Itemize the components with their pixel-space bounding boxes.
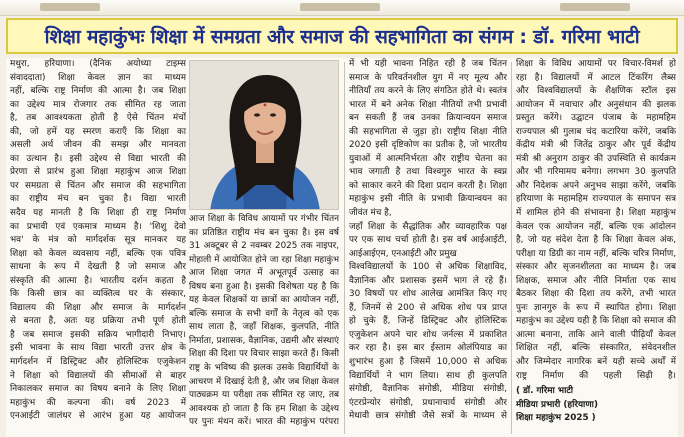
article-body [6, 58, 678, 437]
text-line: असली अर्थ जीवन की समझ और मानवता [10, 140, 186, 151]
text-line: वैज्ञानिक और प्रशासक इसमें भाग ले रहे हैं। [349, 275, 507, 286]
text-line: संगोष्ठी, वैज्ञानिक संगोष्ठी, मीडिया संगोष्ठी, [349, 384, 507, 395]
text-line: 31 अक्टूबर से 2 नवम्बर 2025 तक नाइपर, [189, 241, 339, 252]
text-line: और विश्वविद्यालयों के शैक्षणिक स्टॉल इस [516, 86, 676, 97]
text-line: विश्वविद्यालयों के 100 से अधिक शिक्षाविद, [349, 262, 507, 273]
text-line: का राष्ट्रीय मंच बन चुका है। विद्या भारती [10, 194, 186, 205]
text-line: और जिम्मेदार नागरिक बनें यही सच्चे अर्थों में [516, 357, 676, 368]
text-line: राष्ट्र के भविष्य की झलक उसके विद्यार्थियों के [189, 363, 339, 374]
strip-mark [40, 3, 100, 11]
column-3 [349, 58, 507, 437]
column-1 [10, 58, 186, 437]
column-2 [189, 213, 339, 437]
text-line: की, जो हमें यह स्मरण कराएँ कि शिक्षा का [10, 126, 186, 137]
text-line: शिक्षित नहीं, बल्कि संस्कारित, संवेदनशील [516, 343, 676, 354]
text-line: मोहाली में आयोजित होने जा रहा शिक्षा महाकुंभ [189, 254, 339, 265]
text-line: निर्माता, प्रशासक, वैज्ञानिक, उद्यमी और संस्थाएं [189, 335, 339, 346]
text-line: केवल एक आयोजन नहीं, बल्कि एक आंदोलन [516, 221, 676, 232]
text-line: हो चुके हैं, जिन्हें डिस्ट्रिक्ट और होलिस्टिक [349, 316, 507, 327]
text-line: का उद्देश्य मात्र रोजगार तक सीमित रह जाता [10, 99, 186, 110]
text-line: और निदेशक अपने अनुभव साझा करेंगे, जबकि [516, 180, 676, 191]
text-line: इसी भावना के साथ विद्या भारती उत्तर क्षेत्र के [10, 343, 186, 354]
text-line: पुनः ज्ञानगुरु के रूप में स्थापित होगा। शिक्षा [516, 302, 676, 313]
text-line: आवश्यक हो जाता है कि हम शिक्षा के उद्देश्य [189, 403, 339, 414]
text-line: आयोजन में नवाचार और अनुसंधान की झलक [516, 99, 676, 110]
strip-mark [560, 3, 630, 11]
text-line: आज शिक्षा जगत में अभूतपूर्व उत्साह का [189, 268, 339, 279]
text-line: को साकार करने की दिशा प्रदान करती है। शिक्षा [349, 180, 507, 191]
byline-name: ( डॉ. गरिमा भाटी [516, 386, 574, 397]
byline-role: मीडिया प्रभारी (हरियाणा) [516, 399, 598, 410]
text-line: मेधावी छात्र संगोष्ठी जैसे सत्रों के माध्यम से [349, 411, 507, 422]
text-line: नहीं, बल्कि राष्ट्र निर्माण की आत्मा है। जब शिक्षा [10, 86, 186, 97]
column-4-text [516, 58, 676, 383]
text-line: हरियाणा के महामहिम राज्यपाल के समापन सत्र [516, 194, 676, 205]
text-line: की सहभागिता से जुड़ा हो। राष्ट्रीय शिक्षा नीति [349, 126, 507, 137]
text-line: परीक्षा या डिग्री का नाम नहीं, बल्कि चरित्र निर्माण, [516, 248, 676, 259]
text-line: भाव जगाती है तथा विश्वगुरु भारत के स्वप्न [349, 167, 507, 178]
text-line: रहा है। विद्यालयों में आटल टिंकरिंग लैब्स [516, 72, 676, 83]
text-line: एजुकेशन अपने चार शोध जर्नल्स में प्रकाशित [349, 329, 507, 340]
text-line: 2020 इसी दृष्टिकोण का प्रतीक है, जो भारतीय [349, 140, 507, 151]
text-line: का उत्थान है। इसी उद्देश्य से विद्या भारती की [10, 153, 186, 164]
headline-banner [6, 18, 678, 54]
text-line: में शामिल होने की संभावना है। शिक्षा महाकुंभ [516, 208, 676, 219]
byline-event: शिक्षा महाकुंभ 2025 ) [516, 413, 596, 424]
text-line: एनआईटी जालंधर से आरंभ हुआ यह आयोजन [10, 411, 186, 422]
text-line: है जब समाज इसकी सक्रिय भागीदारी निभाए। [10, 329, 186, 340]
text-line: शुभारंभ हुआ है जिसमें 10,000 से अधिक [349, 357, 507, 368]
text-line: भारत में बने अनेक शिक्षा नीतियों तभी प्रभावी [349, 99, 507, 110]
text-line: आज शिक्षा के विविध आयामों पर गंभीर चिंतन [189, 214, 339, 224]
column-divider [344, 62, 345, 434]
text-line: आचरण में दिखाई देती है, और जब शिक्षा केवल [189, 376, 339, 387]
text-line: शिक्षक, समाज और नीति निर्माता एक साथ [516, 275, 676, 286]
column-4 [516, 58, 676, 437]
text-line: आत्मा बनाना, ताकि आने वाली पीढ़ियाँ केवल [516, 329, 676, 340]
text-line: शिक्षा के विविध आयामों पर विचार-विमर्श हो [516, 59, 676, 69]
text-line: बल्कि समाज के सभी वर्गों के नेतृत्व को एक [189, 308, 339, 319]
text-line: प्रेरणा से प्रारंभ हुआ शिक्षा महाकुंभ आज शिक्षा [10, 167, 186, 178]
text-line: संस्कार और सृजनशीलता का माध्यम है। जब [516, 262, 676, 273]
text-line: मार्गदर्शन में डिस्ट्रिक्ट और होलिस्टिक एजुकेशन [10, 357, 186, 368]
text-line: प्रस्तुत करेंगे। उद्घाटन पंजाब के महामहिम [516, 113, 676, 124]
text-line: बैठकर शिक्षा की दिशा तय करेंगे, तभी भारत [516, 289, 676, 300]
text-line: महाकुंभ इसी नीति के प्रभावी क्रियान्वयन का [349, 194, 507, 205]
text-line: साथ लाता है, जहाँ शिक्षक, कुलपति, नीति [189, 322, 339, 333]
text-line: बन सकती हैं जब उनका क्रियान्वयन समाज [349, 113, 507, 124]
text-line: कर रहा है। इस बार ईस्ताम ओलंपियाड का [349, 343, 507, 354]
text-line: में भी यही भावना निहित रही है जब चिंतन [349, 59, 507, 69]
text-line: ने शिक्षा को विद्यालयों की सीमाओं से बाहर [10, 370, 186, 381]
text-line: महाकुंभ की कल्पना की। वर्ष 2023 में [10, 397, 186, 408]
text-line: एंटरप्रेन्योर संगोष्ठी, प्रधानाचार्य संगोष्ठी और [349, 397, 507, 408]
text-line: शिक्षा की दिशा पर विचार साझा करते हैं। किसी [189, 349, 339, 360]
text-line: का प्रभावी एवं एकमात्र माध्यम है। 'शिशु देवो [10, 221, 186, 232]
text-line: कि किसी छात्र का व्यक्तित्व घर के संस्कार, [10, 289, 186, 300]
text-line: महाकुंभ का उद्देश्य यही है कि शिक्षा को समाज की [516, 316, 676, 327]
text-line: है, जो यह संदेश देता है कि शिक्षा केवल अंक, [516, 235, 676, 246]
text-line: निकालकर समाज का विषय बनाने के लिए शिक्षा [10, 384, 186, 395]
page-top-strip [0, 0, 684, 16]
portrait-illustration [190, 61, 339, 210]
text-line: समाज के परिवर्तनशील युग में नए मूल्य और [349, 72, 507, 83]
author-photo [189, 60, 339, 210]
text-line: साधना के रूप में देखती है जो समाज और [10, 262, 186, 273]
text-line: यह केवल शिक्षकों या छात्रों का आयोजन नहीं, [189, 295, 339, 306]
text-line: से बनता है, अतः यह प्रक्रिया तभी पूर्ण होती [10, 316, 186, 327]
text-line: शिक्षा को केवल व्यवसाय नहीं, बल्कि एक पवित्र [10, 248, 186, 259]
text-line: हैं, जिनमें से 200 से अधिक शोध पत्र प्राप्त [349, 302, 507, 313]
text-line: मंत्री श्री अनुराग ठाकुर की उपस्थिति से कार्यक्रम [516, 153, 676, 164]
text-line: का प्रतिष्ठित राष्ट्रीय मंच बन चुका है। इस वर्ष [189, 227, 339, 238]
text-line: पर एक साथ चर्चा होती है। इस वर्ष आईआईटी, [349, 235, 507, 246]
text-line: मथुरा, हरियाणा। (दैनिक अयोध्या टाइम्स [10, 59, 186, 69]
text-line: विषय बना हुआ है। इसकी विशेषता यह है कि [189, 281, 339, 292]
column-divider [511, 62, 512, 434]
text-line: जहाँ शिक्षा के सैद्धांतिक और व्यावहारिक पक्ष [349, 221, 507, 232]
text-line: विद्यालय की शिक्षा और समाज के मार्गदर्शन [10, 302, 186, 313]
headline-text: शिक्षा महाकुंभः शिक्षा में समग्रता और समाज की सहभागिता का संगम : डॉ. गरिमा भाटी [44, 26, 640, 48]
strip-mark [300, 3, 380, 11]
text-line: है, तब आवश्यकता होती है ऐसे चिंतन मंचों [10, 113, 186, 124]
text-line: राज्यपाल श्री गुलाब चंद कटारिया करेंगे, जबकि [516, 126, 676, 137]
text-line: संस्कृति की आत्मा है। भारतीय दर्शन कहता है [10, 275, 186, 286]
text-line: पर समग्रता से चिंतन और समाज की सहभागिता [10, 180, 186, 191]
text-line: विद्यार्थियों ने भाग लिया। साथ ही कुलपति [349, 370, 507, 381]
text-line: केंद्रीय मंत्री श्री जितेंद्र ठाकुर और पूर्व केंद्रीय [516, 140, 676, 151]
text-line: आईआईएम, एनआईटी और प्रमुख [349, 248, 457, 259]
text-line: जीवंत मंच है, [349, 208, 392, 219]
text-line: सदैव यह मानती है कि शिक्षा ही राष्ट्र निर्माण [10, 208, 186, 219]
text-line: नीतियाँ तय करने के लिए संगठित होते थे। स्वतंत्र [349, 86, 507, 97]
text-line: संवाददाता) शिक्षा केवल ज्ञान का माध्यम [10, 72, 186, 83]
text-line: राष्ट्र निर्माण की पहली सिढ़ी है। [516, 370, 676, 381]
text-line: 30 विषयों पर शोध आलेख आमंत्रित किए गए [349, 289, 507, 300]
text-line: और भी गरिमामय बनेगा। लगभग 30 कुलपति [516, 167, 676, 178]
text-line: पर पुनः मंथन करें। भारत की महाकुंभ परंपरा [189, 417, 339, 428]
text-line: पाठ्यक्रम या परीक्षा तक सीमित रह जाए, तब [189, 390, 339, 401]
text-line: युवाओं में आत्मनिर्भरता और राष्ट्रीय चेतना का [349, 153, 507, 164]
text-line: भव' के मंत्र को मार्गदर्शक सूत्र मानकर यह [10, 235, 186, 246]
